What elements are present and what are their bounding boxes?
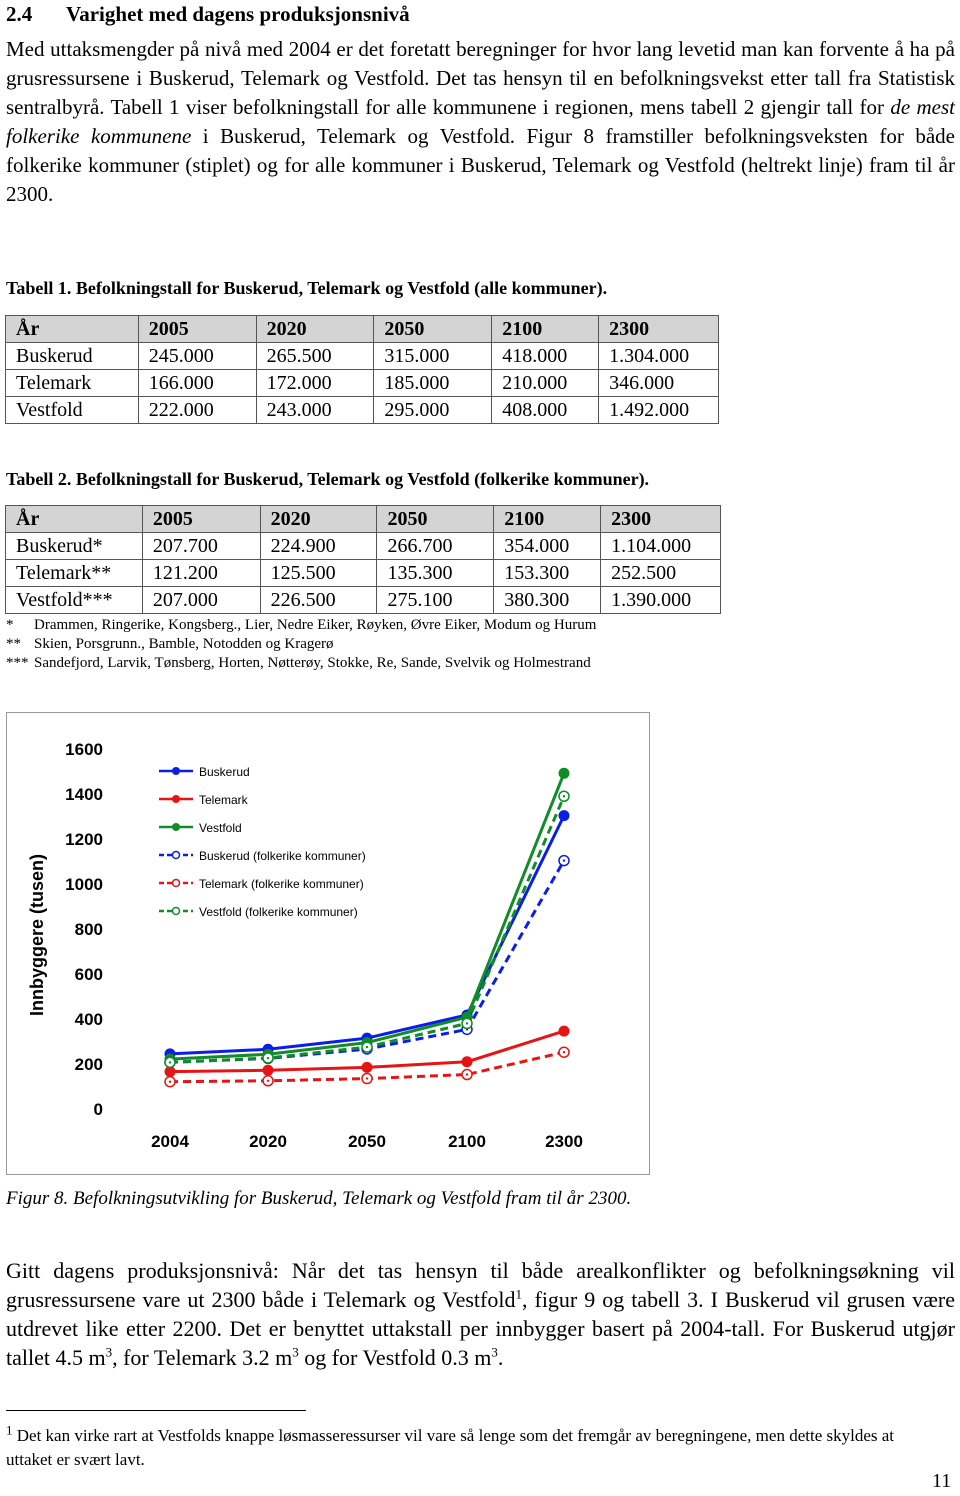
table-header-cell: 2100 (494, 506, 601, 533)
table-cell: 243.000 (256, 397, 374, 424)
table-cell: 408.000 (492, 397, 599, 424)
data-point-center (563, 795, 565, 797)
footnote-marker: ** (6, 636, 21, 652)
table-header-row (6, 506, 721, 533)
footnote-divider (6, 1410, 306, 1411)
table-row (6, 587, 721, 614)
legend-marker (172, 795, 180, 803)
x-tick-label: 2004 (151, 1132, 189, 1151)
data-point (559, 1026, 570, 1037)
data-point (559, 768, 570, 779)
legend-marker (173, 852, 180, 859)
page-number: 11 (932, 1470, 952, 1492)
intro-text-1: Med uttaksmengder på nivå med 2004 er det foretatt beregninger for hvor lang levetid man kan forvente å ha på grusressursene i Buskerud, Telemark og Vestfold. Det tas hensyn til en befolkningsvekst etter tall fra Statistisk sentralbyrå. Tabell 1 viser befolkningstall for alle kommunene i regionen, mens tabell 2 gjengir tall for (6, 37, 955, 119)
page-footnote (6, 1424, 936, 1472)
table1-body (6, 316, 719, 424)
table-cell: 265.500 (256, 343, 374, 370)
data-point-center (563, 1051, 565, 1053)
table1 (5, 315, 719, 424)
y-tick-label: 1200 (65, 830, 103, 849)
intro-paragraph (6, 35, 955, 209)
table-cell: 418.000 (492, 343, 599, 370)
table-cell: 380.300 (494, 587, 601, 614)
para2-text-d: og for Vestfold 0.3 m (298, 1345, 492, 1370)
y-tick-label: 1600 (65, 740, 103, 759)
x-tick-label: 2100 (448, 1132, 486, 1151)
table-cell: 252.500 (601, 560, 721, 587)
table1-caption: Tabell 1. Befolkningstall for Buskerud, Telemark og Vestfold (alle kommuner). (6, 278, 608, 298)
superscript-3: 3 (292, 1344, 299, 1360)
table-cell: 224.900 (260, 533, 377, 560)
x-tick-label: 2050 (348, 1132, 386, 1151)
legend-marker (173, 908, 180, 915)
y-tick-label: 0 (93, 1100, 103, 1119)
footnote-text: Det kan virke rart at Vestfolds knappe løsmasseressurser vil vare så lenge som det fremgår av beregningene, men dette skyldes at uttaket er svært lavt. (6, 1426, 895, 1469)
para2-text-c: , for Telemark 3.2 m (112, 1345, 293, 1370)
footnote-marker: 1 (6, 1422, 13, 1438)
table-cell: 315.000 (374, 343, 492, 370)
para2-text-b: , figur 9 og tabell 3. I Buskerud vil grusen være utdrevet like etter 2200. Det er benyttet uttakstall per innbygger basert på 2004-tall. For Buskerud utgjør tallet 4.5 m (6, 1287, 955, 1370)
table-header-cell: 2300 (601, 506, 721, 533)
footnote-text: Sandefjord, Larvik, Tønsberg, Horten, Nøtterøy, Stokke, Re, Sande, Svelvik og Holmestrand (34, 655, 591, 671)
figure-8-chart (6, 712, 650, 1175)
y-tick-label: 800 (74, 920, 103, 939)
superscript-3: 3 (491, 1344, 498, 1360)
table-cell: 172.000 (256, 370, 374, 397)
table-cell: 153.300 (494, 560, 601, 587)
table-row (6, 397, 719, 424)
table-row (6, 343, 719, 370)
legend-label: Telemark (folkerike kommuner) (199, 877, 364, 891)
table-cell: 222.000 (138, 397, 256, 424)
table2-body (6, 506, 721, 614)
table-cell: 245.000 (138, 343, 256, 370)
table-cell: 1.104.000 (601, 533, 721, 560)
table-cell: 295.000 (374, 397, 492, 424)
table-cell: Vestfold (6, 397, 139, 424)
y-tick-label: 1000 (65, 875, 103, 894)
table-header-cell: 2050 (374, 316, 492, 343)
data-point-center (466, 1022, 468, 1024)
table-cell: 275.100 (377, 587, 494, 614)
table-cell: 266.700 (377, 533, 494, 560)
table-cell: 1.390.000 (601, 587, 721, 614)
series-line (170, 796, 564, 1062)
data-point-center (169, 1081, 171, 1083)
y-tick-label: 200 (74, 1055, 103, 1074)
intro-text-2: i Buskerud, Telemark og Vestfold. Figur 8 framstiller befolkningsveksten for både folkerike kommuner (stiplet) og for alle kommuner i Buskerud, Telemark og Vestfold (heltrekt linje) fram til år 2300. (6, 124, 955, 206)
table2 (5, 505, 721, 614)
table2-caption: Tabell 2. Befolkningstall for Buskerud, Telemark og Vestfold (folkerike kommuner). (6, 469, 650, 489)
table-cell: 354.000 (494, 533, 601, 560)
table-cell: 210.000 (492, 370, 599, 397)
table-header-cell: År (6, 506, 143, 533)
para2-text-a: Gitt dagens produksjonsnivå: Når det tas hensyn til både arealkonflikter og befolkningsøkning vil grusressursene vare ut 2300 både i Telemark og Vestfold (6, 1258, 955, 1312)
legend-marker (172, 767, 180, 775)
footnote-ref-1[interactable]: 1 (515, 1286, 522, 1302)
legend-label: Telemark (199, 793, 248, 807)
data-point (462, 1056, 473, 1067)
data-point (263, 1065, 274, 1076)
legend-label: Vestfold (folkerike kommuner) (199, 905, 358, 919)
table-cell: 185.000 (374, 370, 492, 397)
table-cell: 207.000 (142, 587, 260, 614)
figure-caption: Figur 8. Befolkningsutvikling for Buskerud, Telemark og Vestfold fram til år 2300. (6, 1188, 632, 1209)
data-point-center (267, 1080, 269, 1082)
population-line-chart (7, 713, 649, 1174)
superscript-3: 3 (105, 1344, 113, 1360)
legend-marker (172, 823, 180, 831)
intro-italic-text: de mest folkerike kommunene (6, 95, 955, 148)
section-title: Varighet med dagens produksjonsnivå (66, 2, 410, 26)
table-row (6, 560, 721, 587)
data-point-center (267, 1057, 269, 1059)
footnote-marker: * (6, 617, 14, 633)
table-row (6, 370, 719, 397)
table-cell: 226.500 (260, 587, 377, 614)
data-point-center (169, 1061, 171, 1063)
data-point (362, 1062, 373, 1073)
table-cell: 121.200 (142, 560, 260, 587)
table-header-cell: 2020 (260, 506, 377, 533)
data-point-center (563, 859, 565, 861)
footnote-text: Skien, Porsgrunn., Bamble, Notodden og Kragerø (34, 636, 334, 652)
para2-text-e: . (497, 1345, 504, 1370)
data-point-center (366, 1077, 368, 1079)
table-cell: 166.000 (138, 370, 256, 397)
section-number: 2.4 (6, 2, 33, 26)
table-cell: 346.000 (599, 370, 719, 397)
table-cell: 1.304.000 (599, 343, 719, 370)
table-header-cell: År (6, 316, 139, 343)
data-point (559, 810, 570, 821)
body-paragraph-2 (6, 1256, 955, 1372)
table-header-cell: 2050 (377, 506, 494, 533)
table-footnote-2 (6, 636, 334, 653)
data-point-center (466, 1073, 468, 1075)
table-cell: 125.500 (260, 560, 377, 587)
table-row (6, 533, 721, 560)
table-cell: Telemark (6, 370, 139, 397)
y-axis-label: Innbyggere (tusen) (27, 853, 47, 1017)
table-cell: Telemark** (6, 560, 143, 587)
table-footnote-1 (6, 617, 596, 634)
table-cell: 1.492.000 (599, 397, 719, 424)
table-cell: 207.700 (142, 533, 260, 560)
footnote-marker: *** (6, 655, 29, 671)
legend-label: Buskerud (199, 765, 250, 779)
y-tick-label: 400 (74, 1010, 103, 1029)
table-header-cell: 2100 (492, 316, 599, 343)
table-header-cell: 2005 (138, 316, 256, 343)
table-header-cell: 2005 (142, 506, 260, 533)
y-tick-label: 1400 (65, 785, 103, 804)
table-cell: 135.300 (377, 560, 494, 587)
legend-label: Buskerud (folkerike kommuner) (199, 849, 366, 863)
table-header-row (6, 316, 719, 343)
table-footnote-3 (6, 655, 591, 672)
x-tick-label: 2300 (545, 1132, 583, 1151)
legend-label: Vestfold (199, 821, 242, 835)
table-header-cell: 2020 (256, 316, 374, 343)
footnote-text: Drammen, Ringerike, Kongsberg., Lier, Nedre Eiker, Røyken, Øvre Eiker, Modum og Hurum (34, 617, 597, 633)
table-cell: Buskerud (6, 343, 139, 370)
table-cell: Buskerud* (6, 533, 143, 560)
table-header-cell: 2300 (599, 316, 719, 343)
data-point-center (366, 1046, 368, 1048)
y-tick-label: 600 (74, 965, 103, 984)
table-cell: Vestfold*** (6, 587, 143, 614)
section-heading (6, 2, 410, 27)
x-tick-label: 2020 (249, 1132, 287, 1151)
legend-marker (173, 880, 180, 887)
